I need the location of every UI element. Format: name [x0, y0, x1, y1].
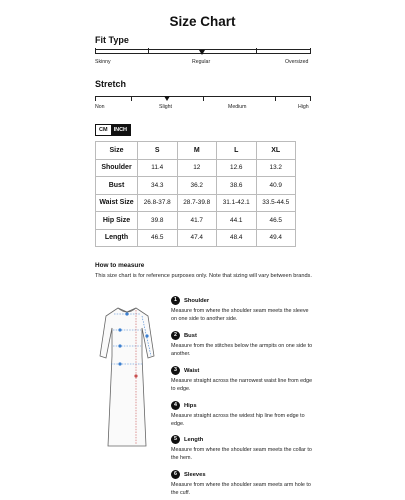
measure-description: Measure from where the shoulder seam meets arm hole to the cuff. [171, 482, 311, 496]
fit-label-skinny: Skinny [95, 59, 111, 65]
table-cell: 40.9 [256, 177, 296, 195]
table-cell: 41.7 [177, 212, 217, 230]
table-header-cell: M [177, 142, 217, 160]
measure-name: Waist [184, 367, 200, 374]
fit-tick-1 [148, 48, 149, 53]
unit-cm-button[interactable]: CM [96, 125, 111, 135]
table-row [96, 159, 296, 177]
measure-description: Measure from where the shoulder seam meets the collar to the hem. [171, 447, 312, 461]
table-cell: 12.6 [217, 159, 257, 177]
unit-inch-button[interactable]: INCH [111, 125, 130, 135]
measure-item-shoulder [171, 296, 316, 323]
fit-tick-3 [256, 48, 257, 53]
stretch-selected-marker [164, 96, 170, 101]
fit-type-selected-marker [199, 50, 205, 55]
measure-item-hips [171, 401, 316, 428]
table-cell: 49.4 [256, 229, 296, 247]
table-cell: 46.5 [256, 212, 296, 230]
dress-outline [100, 308, 154, 446]
measure-description: Measure from the stitches below the armpits on one side to another. [171, 343, 313, 357]
table-cell: 26.8-37.8 [138, 194, 178, 212]
table-cell: 36.2 [177, 177, 217, 195]
row-label: Length [96, 229, 138, 247]
measure-name: Shoulder [184, 297, 210, 304]
size-table [95, 141, 296, 247]
sleeve-marker [145, 334, 148, 337]
step-number-badge: 6 [171, 470, 180, 479]
measure-item-bust [171, 331, 316, 358]
measure-item-length [171, 435, 316, 462]
waist-marker [118, 344, 121, 347]
step-number-badge: 3 [171, 366, 180, 375]
measure-name: Sleeves [184, 471, 206, 478]
measure-description: Measure from where the shoulder seam meets the sleeve on one side to another side. [171, 308, 309, 322]
table-cell: 31.1-42.1 [217, 194, 257, 212]
unit-toggle[interactable] [95, 124, 131, 136]
stretch-tick-high [310, 96, 311, 101]
stretch-label-high: High [298, 104, 309, 110]
stretch-title: Stretch [95, 79, 127, 89]
table-cell: 13.2 [256, 159, 296, 177]
row-label: Shoulder [96, 159, 138, 177]
table-cell: 44.1 [217, 212, 257, 230]
how-to-measure-intro: This size chart is for reference purposes only. Note that sizing will vary between brands. [95, 273, 312, 279]
row-label: Bust [96, 177, 138, 195]
table-header-row [96, 142, 296, 160]
hips-marker [118, 362, 121, 365]
measure-description: Measure straight across the widest hip line from edge to edge. [171, 413, 305, 427]
table-cell: 34.3 [138, 177, 178, 195]
fit-label-regular: Regular [192, 59, 211, 65]
measure-name: Length [184, 436, 204, 443]
measure-name: Hips [184, 402, 197, 409]
row-label: Waist Size [96, 194, 138, 212]
shoulder-marker [125, 312, 128, 315]
table-row [96, 194, 296, 212]
table-header-cell: L [217, 142, 257, 160]
fit-type-title: Fit Type [95, 35, 129, 45]
table-row [96, 212, 296, 230]
table-header-cell: S [138, 142, 178, 160]
bust-marker [118, 328, 121, 331]
stretch-tick-1 [131, 96, 132, 101]
step-number-badge: 5 [171, 435, 180, 444]
measure-name: Bust [184, 332, 197, 339]
table-cell: 12 [177, 159, 217, 177]
measure-description: Measure straight across the narrowest waist line from edge to edge. [171, 378, 313, 392]
fit-tick-oversized [310, 48, 311, 53]
table-header-cell: XL [256, 142, 296, 160]
table-row [96, 229, 296, 247]
table-cell: 47.4 [177, 229, 217, 247]
stretch-label-slight: Slight [159, 104, 172, 110]
fit-label-oversized: Oversized [285, 59, 309, 65]
stretch-tick-non [95, 96, 96, 101]
step-number-badge: 4 [171, 401, 180, 410]
table-row [96, 177, 296, 195]
stretch-label-non: Non [95, 104, 105, 110]
row-label: Hip Size [96, 212, 138, 230]
fit-tick-skinny [95, 48, 96, 53]
table-cell: 38.6 [217, 177, 257, 195]
stretch-tick-3 [203, 96, 204, 101]
measure-item-sleeves [171, 470, 316, 497]
measure-item-waist [171, 366, 316, 393]
table-cell: 11.4 [138, 159, 178, 177]
stretch-tick-5 [275, 96, 276, 101]
table-cell: 33.5-44.5 [256, 194, 296, 212]
stretch-label-medium: Medium [228, 104, 247, 110]
table-cell: 46.5 [138, 229, 178, 247]
step-number-badge: 2 [171, 331, 180, 340]
table-cell: 39.8 [138, 212, 178, 230]
table-cell: 28.7-39.8 [177, 194, 217, 212]
dress-measure-illustration [92, 296, 162, 456]
table-header-cell: Size [96, 142, 138, 160]
how-to-measure-title: How to measure [95, 262, 145, 269]
table-cell: 48.4 [217, 229, 257, 247]
page-title: Size Chart [169, 14, 236, 29]
length-marker [134, 374, 137, 377]
step-number-badge: 1 [171, 296, 180, 305]
